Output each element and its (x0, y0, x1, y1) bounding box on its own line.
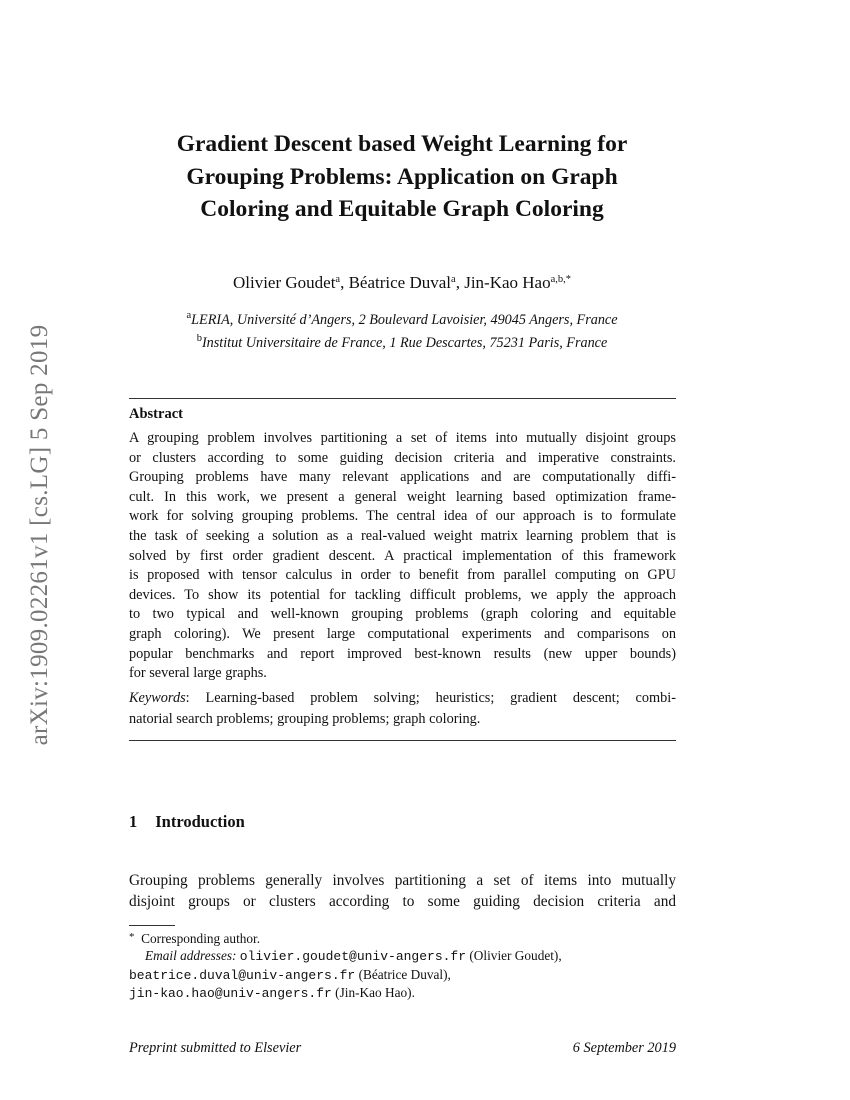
keywords-text: natorial search problems; grouping problems; graph coloring. (129, 711, 481, 728)
author-name: Béatrice Duval (348, 273, 452, 292)
email-owner: (Olivier Goudet), (469, 948, 562, 964)
keywords-text: : Learning-based problem solving; heuristics; gradient descent; combi- (185, 690, 676, 706)
affiliation-mark: b (196, 333, 202, 344)
author-list: Olivier Goudet$^a$, Béatrice Duval$^a$, Jin-Kao Hao$^{a,b,*}$ (232, 273, 572, 292)
paper-title (100, 128, 704, 226)
abstract-line: cult. In this work, we present a general weight learning based optimization frame- (129, 488, 676, 505)
page-footer (129, 1040, 676, 1057)
abstract-top-rule (129, 398, 676, 399)
abstract-line: or clusters according to some guiding decision criteria and imperative constraints. (129, 449, 676, 466)
author-name: Jin-Kao Hao (464, 273, 551, 292)
affiliation-text: Institut Universitaire de France, 1 Rue Descartes, 75231 Paris, France (201, 335, 608, 351)
intro-line: Grouping problems generally involves partitioning a set of items into mutually (129, 872, 676, 889)
abstract-line: solved by first order gradient descent. A practical implementation of this framework (129, 547, 676, 564)
footer-date: 6 September 2019 (572, 1040, 676, 1056)
footnote-mark: * (129, 931, 135, 943)
email-owner: (Jin-Kao Hao). (335, 985, 415, 1001)
abstract-line: graph coloring). We present large computational experiments and comparisons on (129, 625, 676, 642)
title-line: Grouping Problems: Application on Graph (186, 163, 618, 190)
affiliation-text: LERIA, Université d’Angers, 2 Boulevard Lavoisier, 49045 Angers, France (191, 312, 618, 328)
abstract-bottom-rule (129, 740, 676, 741)
title-line: Coloring and Equitable Graph Coloring (200, 196, 604, 222)
abstract-line: to two typical and well-known grouping problems (graph coloring and equitable (129, 606, 676, 623)
intro-paragraph (129, 870, 676, 913)
section-title: Introduction (155, 812, 245, 831)
footnote-corresponding: Corresponding author. (141, 931, 261, 946)
author-affiliation-mark: a (335, 274, 341, 285)
email-link[interactable]: jin-kao.hao@univ-angers.fr (129, 986, 332, 1002)
abstract-line: A grouping problem involves partitioning a set of items into mutually disjoint groups (129, 430, 676, 446)
keywords-label: Keywords (129, 690, 186, 706)
intro-line: disjoint groups or clusters according to some guiding decision criteria and (129, 893, 676, 911)
keywords (129, 688, 676, 731)
footer-journal: Preprint submitted to Elsevier (129, 1040, 302, 1056)
author-affiliation-mark: a (451, 274, 456, 285)
abstract-line: devices. To show its potential for tackling difficult problems, we apply the approach (129, 586, 676, 603)
abstract-line: for several large graphs. (129, 665, 267, 682)
section-heading (129, 813, 676, 831)
abstract-line: is proposed with tensor calculus in order to benefit from parallel computing on GPU (129, 567, 676, 584)
section-number: 1 (129, 812, 138, 831)
affiliation (100, 311, 704, 329)
footnote-rule (129, 925, 175, 926)
affiliation-mark: a (186, 310, 192, 321)
author-affiliation-mark: a,b,* (550, 274, 572, 285)
affiliation (100, 334, 704, 352)
abstract-line: Grouping problems have many relevant applications and are computationally diffi- (129, 469, 676, 486)
abstract-line: the task of seeking a solution as a real-valued weight matrix learning problem that is (129, 527, 676, 544)
abstract-line: popular benchmarks and report improved best-known results (new upper bounds) (129, 645, 676, 662)
email-owner: (Béatrice Duval), (358, 966, 451, 982)
abstract-body (129, 429, 676, 684)
email-link[interactable]: beatrice.duval@univ-angers.fr (129, 967, 356, 983)
author-name: Olivier Goudet (232, 273, 336, 292)
footnote (129, 929, 676, 1003)
abstract-line: work for solving grouping problems. The central idea of our approach is to formulate (129, 508, 676, 525)
email-link[interactable]: olivier.goudet@univ-angers.fr (239, 949, 467, 965)
abstract-heading: Abstract (129, 406, 183, 422)
email-label: Email addresses: (145, 948, 237, 964)
title-line: Gradient Descent based Weight Learning for (176, 131, 628, 157)
arxiv-stamp: arXiv:1909.02261v1 [cs.LG] 5 Sep 2019 (26, 324, 53, 746)
